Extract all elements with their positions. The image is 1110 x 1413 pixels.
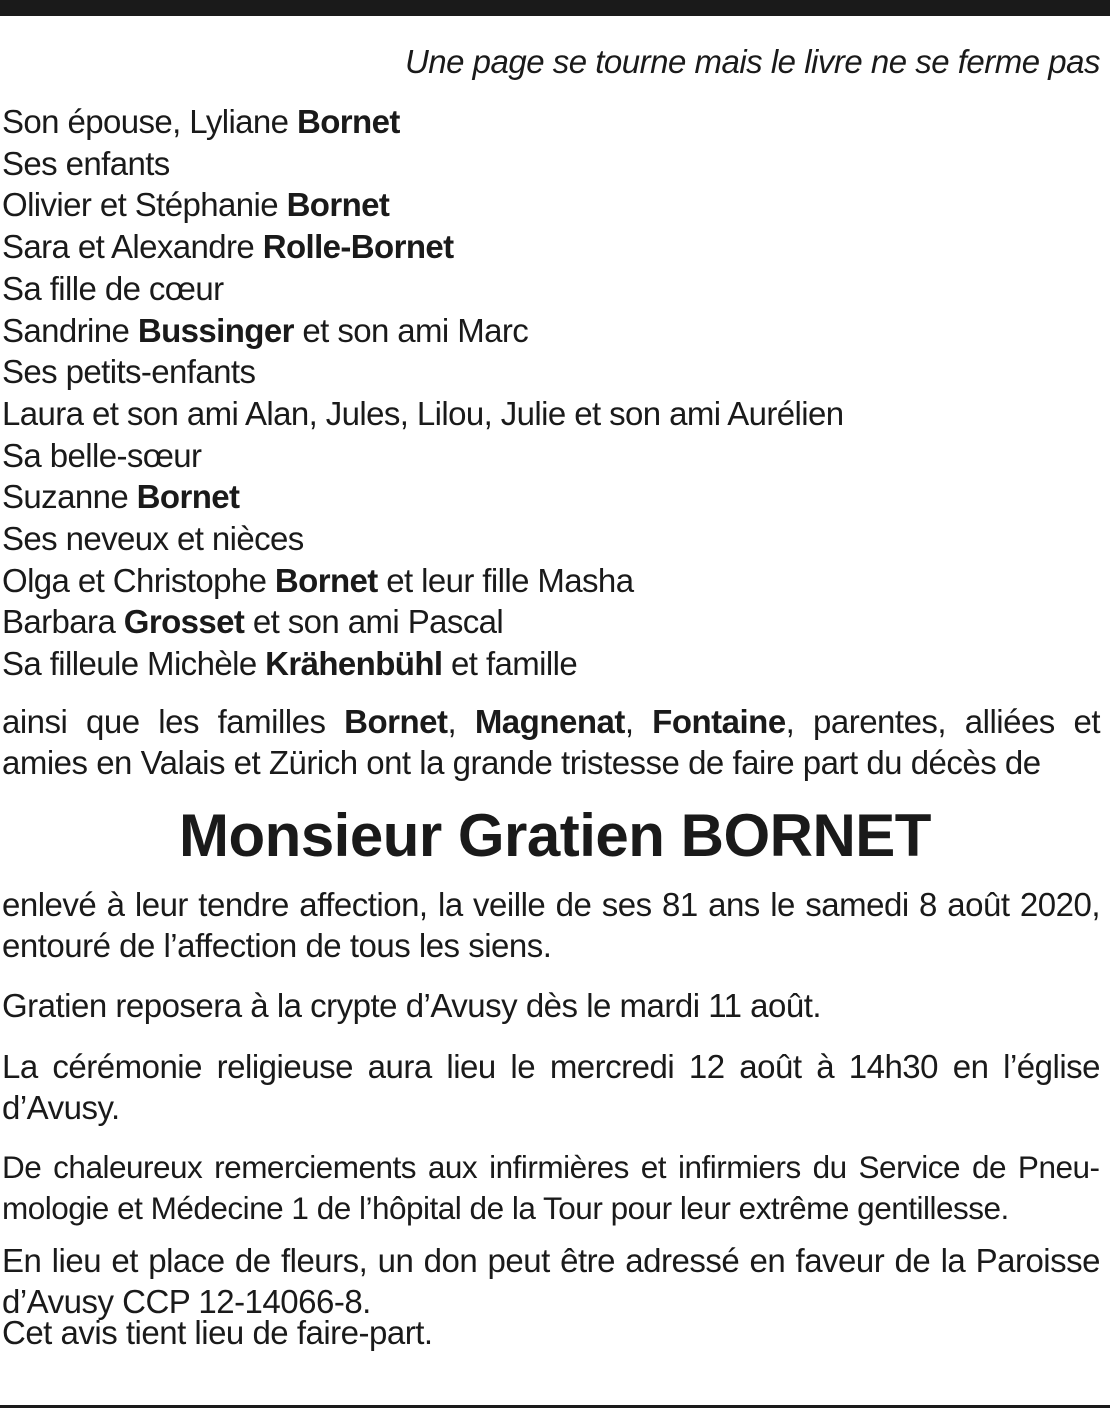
family-line-text: Son épouse, Lyliane (2, 103, 298, 140)
families-prefix: ainsi que les familles (2, 703, 345, 740)
donation-paragraph: En lieu et place de fleurs, un don peut être adressé en faveur de la Paroisse d’Avusy CCP 12-14066-8. (2, 1242, 1100, 1320)
family-line (2, 184, 843, 226)
family-line-surname: Grosset (123, 603, 245, 641)
family-line (2, 310, 843, 352)
family-line-surname: Bornet (297, 103, 400, 140)
family-line-suffix: et son ami Marc (293, 311, 529, 349)
family-line-text: Ses enfants (2, 144, 170, 182)
family-line-surname: Bussinger (137, 311, 294, 349)
family-line-text: Olga et Christophe (2, 561, 275, 599)
family-line-surname: Bornet (136, 478, 240, 516)
family-line (2, 601, 843, 643)
family-line-text: Sa fille de cœur (2, 269, 224, 307)
family-line (2, 143, 843, 185)
family-name-magnenat: Magnenat (474, 703, 625, 740)
family-line-text: Laura et son ami Alan, Jules, Lilou, Julie et son ami Aurélien (2, 394, 844, 432)
family-list (2, 101, 843, 685)
deceased-name: Monsieur Gratien BORNET (179, 802, 931, 869)
family-line (2, 435, 843, 477)
family-line-text: Sa belle-sœur (2, 436, 202, 474)
family-line-surname: Bornet (274, 561, 378, 599)
families-sep1: , (447, 703, 475, 740)
family-line (2, 268, 843, 310)
epigraph: Une page se tourne mais le livre ne se ferme pas (404, 43, 1100, 80)
family-line (2, 226, 843, 268)
family-line (2, 518, 843, 560)
family-line-text: Suzanne (2, 478, 137, 516)
family-line-text: Olivier et Stéphanie (2, 186, 287, 224)
family-name-fontaine: Fontaine (652, 703, 786, 740)
notice-paragraph: Cet avis tient lieu de faire-part. (2, 1314, 433, 1351)
family-line-text: Sandrine (2, 311, 138, 349)
family-line (2, 476, 843, 518)
families-sep2: , (624, 703, 653, 740)
family-line (2, 393, 843, 435)
family-name-bornet: Bornet (344, 703, 448, 740)
rest-paragraph: Gratien reposera à la crypte d’Avusy dès le mardi 11 août. (2, 987, 822, 1024)
top-rule (0, 0, 1110, 16)
bottom-rule (0, 1405, 1110, 1408)
family-line (2, 560, 843, 602)
family-line-text: Barbara (2, 603, 124, 641)
family-line (2, 643, 843, 685)
family-line-text: Sara et Alexandre (2, 228, 263, 266)
family-line (2, 101, 843, 143)
death-paragraph: enlevé à leur tendre affection, la veille de ses 81 ans le samedi 8 août 2020, entouré de l’affection de tous les siens. (2, 886, 1100, 964)
family-line-suffix: et leur fille Masha (377, 561, 634, 599)
family-line-surname: Bornet (286, 186, 390, 224)
family-line-text: Sa filleule Michèle (2, 645, 266, 683)
family-line-suffix: et famille (442, 645, 578, 683)
family-line-surname: Krähenbühl (265, 645, 443, 683)
family-line (2, 351, 843, 393)
family-line-suffix: et son ami Pascal (244, 603, 504, 641)
thanks-paragraph: De chaleureux remerciements aux infirmières et infirmiers du Service de Pneumologie et Médecine 1 de l’hôpital de la Tour pour leur extrême gentillesse. (2, 1149, 1100, 1226)
families-paragraph (2, 701, 1100, 783)
family-line-text: Ses petits-enfants (2, 353, 256, 391)
family-line-surname: Rolle-Bornet (262, 228, 454, 266)
families-suffix: , parentes, alliées et amies en Valais et Zürich ont la grande tristesse de faire part du décès de (2, 703, 1100, 781)
ceremony-paragraph: La cérémonie religieuse aura lieu le mercredi 12 août à 14h30 en l’église d’Avusy. (2, 1048, 1100, 1126)
family-line-text: Ses neveux et nièces (2, 520, 304, 558)
